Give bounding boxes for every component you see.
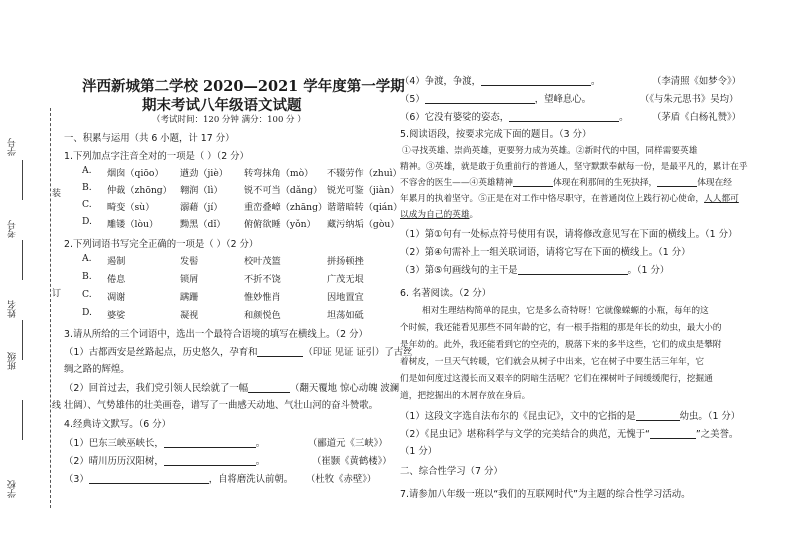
q4-line-1-blank[interactable] bbox=[164, 438, 256, 448]
q6-passage-line: 道，把挖掘出的木屑存放在身后。 bbox=[400, 391, 531, 401]
q6-passage-line: 个时候，我还能看见那些不同年龄的它，有一根手指粗的那是年长的幼虫，最大小的 bbox=[400, 323, 722, 333]
q4-line-end: 。 bbox=[255, 438, 266, 449]
q1-option-letter[interactable]: D. bbox=[82, 216, 92, 227]
q1-option-letter[interactable]: A. bbox=[82, 165, 92, 176]
q4-line-text: （2）晴川历历汉阳树， bbox=[64, 456, 164, 467]
q5-passage-text: 体现在利那间的生死抉择， bbox=[552, 178, 658, 188]
q4-line-6-blank[interactable] bbox=[509, 112, 619, 122]
q4-line-3-source: （杜牧《赤壁》） bbox=[306, 474, 377, 485]
q2-option-letter[interactable]: D. bbox=[82, 307, 92, 318]
q4-line-end: 。 bbox=[255, 456, 266, 467]
q4-line-text: （5） bbox=[400, 94, 425, 105]
q6-sub1 bbox=[400, 408, 740, 422]
q2-option-word: 婆娑 bbox=[107, 310, 126, 321]
q2-option-word: 发髻 bbox=[180, 256, 199, 267]
q4-line-end: ，望峰息心。 bbox=[534, 94, 591, 105]
q1-option-word: 谐谐暗转（qián） bbox=[327, 202, 403, 213]
q1-option-word: 藏污纳垢（gòu） bbox=[327, 219, 400, 230]
q2-option-word: 惟妙惟肖 bbox=[244, 292, 281, 303]
q5-passage-text: 体现在经 bbox=[697, 178, 732, 188]
q5-passage-line bbox=[400, 192, 739, 204]
q4-line-text: （1）巴东三峡巫峡长， bbox=[64, 438, 164, 449]
seal-mark-ding: 订 bbox=[52, 289, 62, 299]
q2-option-word: 因地置宜 bbox=[327, 292, 364, 303]
q6-sub2-end: ”之美誉。 bbox=[695, 429, 739, 440]
q6-sub1-end: 幼虫。（1 分） bbox=[679, 411, 741, 422]
q1-option-word: 雕镂（lòu） bbox=[107, 219, 159, 230]
q1-option-word: 黝黑（dǐ） bbox=[180, 219, 226, 230]
q4-line-4-blank[interactable] bbox=[481, 76, 591, 86]
q5-sub3-end: 。（1 分） bbox=[627, 265, 670, 276]
seal-mark-xian: 线 bbox=[52, 401, 62, 411]
q1-option-word: 俯俯欲睡（yǒn） bbox=[244, 219, 316, 230]
binding-dashed-line bbox=[50, 108, 51, 508]
q5-sub1: （1）第①句有一处标点符号使用有误，请将修改意见写在下面的横线上。（1 分） bbox=[400, 229, 738, 240]
class-field[interactable] bbox=[22, 400, 23, 440]
q6-sub2-text: （2）《昆虫记》堪称科学与文学的完美结合的典范，无愧于“ bbox=[400, 429, 650, 440]
q2-option-letter[interactable]: A. bbox=[82, 253, 92, 264]
q4-line-5-source: （《与朱元思书》吴均） bbox=[640, 94, 739, 105]
q5-sub3 bbox=[400, 262, 669, 276]
q6-sub2-blank[interactable] bbox=[650, 429, 696, 439]
q1-option-word: 重峦叠嶂（zhāng） bbox=[244, 202, 328, 213]
q4-line-6-source: （茅盾《白杨礼赞》） bbox=[652, 112, 742, 123]
q1-option-word: 遒劲（jiè） bbox=[180, 168, 228, 179]
q1-option-word: 锐光可鉴（jiàn） bbox=[327, 185, 400, 196]
q4-line-end: 。 bbox=[619, 112, 629, 123]
q3-item2-cont: 壮阔）、气势雄伟的壮美画卷，谱写了一曲感天动地、气壮山河的奋斗赞歌。 bbox=[64, 400, 379, 411]
q3-item1-blank[interactable] bbox=[257, 347, 303, 357]
q2-option-word: 锁屑 bbox=[180, 274, 199, 285]
q4-line-4 bbox=[400, 73, 600, 87]
q3-item1 bbox=[64, 344, 413, 358]
q3-item2-choices: （翻天覆地 惊心动魄 波澜 bbox=[290, 383, 400, 394]
q3-item1-choices: （印证 见证 证引）了古丝 bbox=[303, 347, 413, 358]
exam-title-line2: 期末考试八年级语文试题 bbox=[142, 97, 302, 114]
q4-line-1 bbox=[64, 435, 265, 449]
label-name: 姓名 bbox=[8, 300, 18, 318]
name-field[interactable] bbox=[22, 320, 23, 360]
q1-option-word: 转弯抹角（mò） bbox=[244, 168, 314, 179]
exam-number-field[interactable] bbox=[22, 240, 23, 280]
q3-item1-text: （1）古都西安是丝路起点，历史悠久，孕育和 bbox=[64, 347, 258, 358]
q5-stem: 5.阅读语段，按要求完成下面的题目。（3 分） bbox=[400, 129, 592, 140]
q4-line-1-source: （郦道元《三峡》） bbox=[308, 438, 388, 449]
q2-option-letter[interactable]: B. bbox=[82, 271, 92, 282]
q2-stem: 2.下列词语书写完全正确的一项是（ ）（2 分） bbox=[64, 239, 259, 250]
q5-passage-text: 。 bbox=[469, 210, 479, 220]
q3-item2-blank[interactable] bbox=[248, 383, 290, 393]
q5-blank-2[interactable] bbox=[657, 177, 697, 187]
q6-sub2 bbox=[400, 426, 738, 440]
q4-line-text: （6）它没有婆娑的姿态， bbox=[400, 112, 510, 123]
q4-line-3 bbox=[64, 471, 293, 485]
q6-passage-line: 相对生理结构简单的昆虫，它是多么奇特呀！它就像蝾螈的小瓶，每年的这 bbox=[422, 306, 709, 316]
q1-option-letter[interactable]: C. bbox=[82, 199, 92, 210]
q2-option-word: 不折不饶 bbox=[244, 274, 281, 285]
q2-option-word: 坦荡如砥 bbox=[327, 310, 364, 321]
label-class: 班级 bbox=[8, 352, 18, 370]
q5-blank-1[interactable] bbox=[513, 177, 553, 187]
q5-sub3-text: （3）第⑤句画线句的主干是 bbox=[400, 265, 518, 276]
q4-line-2-source: （崔颢《黄鹤楼》） bbox=[312, 456, 392, 467]
q5-passage-text: 年累月的执着坚守。⑤正是在对工作中恪尽职守，在普通岗位上践行初心使命， bbox=[400, 194, 705, 204]
q3-stem: 3.请从所给的三个词语中，选出一个最符合语境的填写在横线上。（2 分） bbox=[64, 329, 368, 340]
binding-strip bbox=[0, 0, 62, 560]
q2-option-letter[interactable]: C. bbox=[82, 289, 92, 300]
q2-option-word: 广茂无垠 bbox=[327, 274, 364, 285]
q5-passage-line: 精神。③英雄，就是敢于负重前行的普通人，坚守默默奉献每一份，是最平凡的，累计在乎 bbox=[400, 162, 748, 172]
q2-option-word: 和颜悦色 bbox=[244, 310, 281, 321]
q6-passage-line: 是年幼的。此外，我还能看到它的空壳的，脱落下来的多半这些，它们的成虫是攀附 bbox=[400, 340, 722, 350]
q5-sub2: （2）第④句需补上一组关联词语，请将它写在下面的横线上。（1 分） bbox=[400, 247, 691, 258]
q5-passage-text: 不容舍的医生——④英雄精神 bbox=[400, 178, 513, 188]
q5-underlined-text: 以成为自己的英雄 bbox=[400, 210, 470, 220]
q4-line-end: ，自将磨洗认前朝。 bbox=[208, 474, 294, 485]
q2-option-word: 倦息 bbox=[107, 274, 126, 285]
q5-sub3-blank[interactable] bbox=[518, 265, 628, 275]
q4-line-4-source: （李清照《如梦令》） bbox=[652, 76, 742, 87]
q2-option-word: 遏制 bbox=[107, 256, 126, 267]
q1-option-word: 溺藉（jí） bbox=[180, 202, 223, 213]
q6-stem: 6. 名著阅读。（2 分） bbox=[400, 288, 492, 299]
q6-passage-line: 们是如何度过这漫长而又艰辛的阴暗生活呢？它们在裸树叶子间缓缓爬行，挖掘通 bbox=[400, 374, 713, 384]
part2-heading: 二、综合性学习（7 分） bbox=[400, 466, 503, 477]
q4-line-5 bbox=[400, 91, 591, 105]
q1-option-letter[interactable]: B. bbox=[82, 182, 92, 193]
q3-item2-text: （2）回首过去，我们党引领人民绘就了一幅 bbox=[64, 383, 249, 394]
q4-line-2-blank[interactable] bbox=[164, 456, 256, 466]
label-student-number: 学号 bbox=[8, 138, 18, 156]
q1-option-word: 仲裁（zhōng） bbox=[107, 185, 172, 196]
q5-passage-line bbox=[400, 176, 732, 188]
q3-item1-cont: 绸之路的辉煌。 bbox=[64, 364, 130, 375]
q5-passage-line: ①寻找英雄、崇尚英雄，更要努力成为英雄。②新时代的中国，同样需要英雄 bbox=[402, 146, 698, 156]
seal-mark-zhuang: 装 bbox=[52, 189, 62, 199]
q4-stem: 4.经典诗文默写。（6 分） bbox=[64, 419, 171, 430]
q2-option-word: 凝视 bbox=[180, 310, 199, 321]
exam-info: （考试时间：120 分钟 满分：100 分 ） bbox=[152, 115, 306, 125]
q6-sub1-text: （1）这段文字选自法布尔的《昆虫记》，文中的它指的是 bbox=[400, 411, 636, 422]
q4-line-text: （4）争渡，争渡， bbox=[400, 76, 481, 87]
q1-option-word: 畸变（sù） bbox=[107, 202, 155, 213]
exam-title-line1: 泮西新城第二学校 2020—2021 学年度第一学期 bbox=[82, 78, 405, 95]
label-exam-number: 考号 bbox=[8, 220, 18, 238]
q1-stem: 1.下列加点字注音全对的一项是（ ）（2 分） bbox=[64, 151, 249, 162]
q2-option-word: 蹒跚 bbox=[180, 292, 199, 303]
q6-sub1-blank[interactable] bbox=[636, 411, 680, 421]
q5-passage-line bbox=[400, 208, 478, 220]
q1-option-word: 翱润（lì） bbox=[180, 185, 223, 196]
q6-sub2-score: （1 分） bbox=[400, 446, 438, 457]
part1-heading: 一、积累与运用（共 6 小题，计 17 分） bbox=[64, 133, 235, 144]
label-school: 学校 bbox=[8, 480, 18, 498]
q2-option-word: 拼扬顿挫 bbox=[327, 256, 364, 267]
q4-line-end: 。 bbox=[590, 76, 601, 87]
q5-underlined-text: 人人都可 bbox=[704, 194, 739, 204]
q4-line-2 bbox=[64, 453, 265, 467]
q4-line-3-blank[interactable] bbox=[89, 474, 209, 484]
q4-line-6 bbox=[400, 109, 628, 123]
q4-line-5-blank[interactable] bbox=[425, 94, 535, 104]
q1-option-word: 不辍劳作（zhuì） bbox=[327, 168, 402, 179]
student-number-field[interactable] bbox=[22, 160, 23, 200]
q2-option-word: 凋谢 bbox=[107, 292, 126, 303]
q1-option-word: 烟囱（qiōo） bbox=[107, 168, 164, 179]
q1-option-word: 锐不可当（dǎng） bbox=[244, 185, 323, 196]
q7-stem: 7.请参加八年级一班以“我们的互联网时代”为主题的综合性学习活动。 bbox=[400, 489, 691, 500]
q2-option-word: 校叶茂篮 bbox=[244, 256, 281, 267]
q3-item2 bbox=[64, 380, 399, 394]
q4-line-text: （3） bbox=[64, 474, 89, 485]
q6-passage-line: 着树皮，一旦天气转暖，它们就会从树子中出来，它在树子中要生活三年年，它 bbox=[400, 357, 705, 367]
